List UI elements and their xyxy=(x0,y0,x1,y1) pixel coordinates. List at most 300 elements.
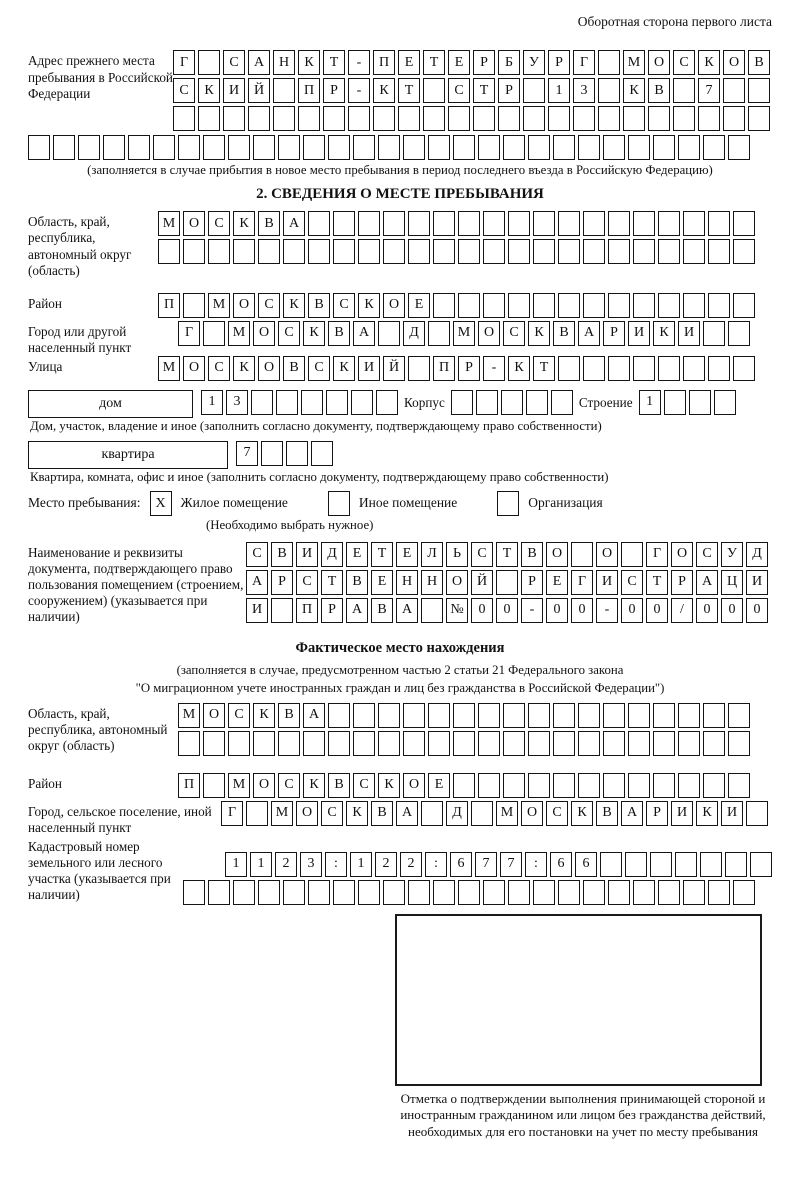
char-box[interactable]: В xyxy=(328,773,350,798)
char-box[interactable]: Т xyxy=(321,570,343,595)
char-box[interactable]: Т xyxy=(533,356,555,381)
char-box[interactable] xyxy=(664,390,686,415)
char-box[interactable]: К xyxy=(653,321,675,346)
char-box[interactable]: Р xyxy=(458,356,480,381)
char-box[interactable]: 2 xyxy=(400,852,422,877)
char-box[interactable] xyxy=(508,880,530,905)
char-box[interactable] xyxy=(323,106,345,131)
char-box[interactable]: С xyxy=(208,211,230,236)
char-box[interactable]: С xyxy=(173,78,195,103)
char-box[interactable]: С xyxy=(471,542,493,567)
char-box[interactable]: 7 xyxy=(475,852,497,877)
char-box[interactable] xyxy=(246,801,268,826)
char-box[interactable] xyxy=(478,773,500,798)
char-box[interactable]: - xyxy=(521,598,543,623)
char-box[interactable] xyxy=(351,390,373,415)
char-box[interactable]: : xyxy=(325,852,347,877)
char-box[interactable]: Е xyxy=(408,293,430,318)
char-box[interactable] xyxy=(183,293,205,318)
char-box[interactable] xyxy=(483,211,505,236)
char-box[interactable]: С xyxy=(353,773,375,798)
char-box[interactable]: С xyxy=(503,321,525,346)
char-box[interactable]: 0 xyxy=(546,598,568,623)
char-box[interactable] xyxy=(501,390,523,415)
char-box[interactable]: 0 xyxy=(746,598,768,623)
char-box[interactable]: 7 xyxy=(500,852,522,877)
char-box[interactable]: А xyxy=(346,598,368,623)
char-box[interactable] xyxy=(528,703,550,728)
char-box[interactable]: И xyxy=(358,356,380,381)
checkbox-organizatsiya[interactable] xyxy=(497,491,519,516)
char-box[interactable]: К xyxy=(378,773,400,798)
char-box[interactable]: И xyxy=(628,321,650,346)
char-box[interactable] xyxy=(658,880,680,905)
char-box[interactable] xyxy=(421,801,443,826)
char-box[interactable]: 0 xyxy=(571,598,593,623)
char-box[interactable] xyxy=(653,773,675,798)
char-box[interactable] xyxy=(683,880,705,905)
char-box[interactable]: : xyxy=(425,852,447,877)
char-box[interactable] xyxy=(328,135,350,160)
char-box[interactable] xyxy=(428,321,450,346)
char-box[interactable] xyxy=(378,703,400,728)
char-box[interactable] xyxy=(558,880,580,905)
char-box[interactable] xyxy=(628,703,650,728)
char-box[interactable] xyxy=(253,135,275,160)
char-box[interactable]: № xyxy=(446,598,468,623)
char-box[interactable] xyxy=(423,106,445,131)
char-box[interactable] xyxy=(453,731,475,756)
char-box[interactable] xyxy=(458,211,480,236)
char-box[interactable] xyxy=(703,703,725,728)
char-box[interactable]: 3 xyxy=(226,390,248,415)
char-box[interactable]: Д xyxy=(746,542,768,567)
char-box[interactable] xyxy=(276,390,298,415)
char-box[interactable]: К xyxy=(233,211,255,236)
char-box[interactable] xyxy=(650,852,672,877)
char-box[interactable] xyxy=(408,356,430,381)
char-box[interactable] xyxy=(453,135,475,160)
char-box[interactable]: И xyxy=(678,321,700,346)
char-box[interactable]: О xyxy=(446,570,468,595)
char-box[interactable] xyxy=(750,852,772,877)
char-box[interactable] xyxy=(428,703,450,728)
char-box[interactable] xyxy=(333,239,355,264)
checkbox-inoe[interactable] xyxy=(328,491,350,516)
char-box[interactable]: О xyxy=(203,703,225,728)
char-box[interactable]: М xyxy=(228,773,250,798)
char-box[interactable] xyxy=(600,852,622,877)
char-box[interactable]: Д xyxy=(321,542,343,567)
char-box[interactable] xyxy=(683,239,705,264)
char-box[interactable] xyxy=(571,542,593,567)
char-box[interactable]: С xyxy=(258,293,280,318)
char-box[interactable] xyxy=(203,731,225,756)
char-box[interactable] xyxy=(451,390,473,415)
char-box[interactable] xyxy=(328,703,350,728)
char-box[interactable]: О xyxy=(258,356,280,381)
char-box[interactable] xyxy=(503,773,525,798)
char-box[interactable]: В xyxy=(258,211,280,236)
char-box[interactable]: И xyxy=(296,542,318,567)
char-box[interactable]: Е xyxy=(346,542,368,567)
char-box[interactable]: К xyxy=(508,356,530,381)
char-box[interactable] xyxy=(533,211,555,236)
char-box[interactable]: В xyxy=(371,598,393,623)
char-box[interactable]: В xyxy=(553,321,575,346)
char-box[interactable] xyxy=(453,773,475,798)
char-box[interactable]: С xyxy=(208,356,230,381)
char-box[interactable] xyxy=(553,731,575,756)
char-box[interactable] xyxy=(703,773,725,798)
char-box[interactable]: О xyxy=(296,801,318,826)
char-box[interactable]: К xyxy=(303,321,325,346)
char-box[interactable] xyxy=(251,390,273,415)
char-box[interactable]: 3 xyxy=(573,78,595,103)
char-box[interactable]: Й xyxy=(248,78,270,103)
char-box[interactable] xyxy=(683,211,705,236)
char-box[interactable]: В xyxy=(748,50,770,75)
char-box[interactable]: 6 xyxy=(450,852,472,877)
char-box[interactable] xyxy=(53,135,75,160)
char-box[interactable]: И xyxy=(721,801,743,826)
char-box[interactable] xyxy=(271,598,293,623)
char-box[interactable]: Л xyxy=(421,542,443,567)
char-box[interactable]: О xyxy=(403,773,425,798)
char-box[interactable] xyxy=(358,880,380,905)
char-box[interactable]: С xyxy=(696,542,718,567)
char-box[interactable] xyxy=(603,703,625,728)
char-box[interactable] xyxy=(403,135,425,160)
char-box[interactable] xyxy=(503,731,525,756)
char-box[interactable] xyxy=(683,356,705,381)
char-box[interactable]: С xyxy=(296,570,318,595)
char-box[interactable] xyxy=(403,731,425,756)
char-box[interactable]: К xyxy=(698,50,720,75)
char-box[interactable] xyxy=(286,441,308,466)
char-box[interactable]: Г xyxy=(173,50,195,75)
char-box[interactable] xyxy=(553,703,575,728)
char-box[interactable] xyxy=(248,106,270,131)
char-box[interactable] xyxy=(558,293,580,318)
char-box[interactable] xyxy=(583,239,605,264)
char-box[interactable]: / xyxy=(671,598,693,623)
char-box[interactable] xyxy=(653,703,675,728)
char-box[interactable] xyxy=(103,135,125,160)
char-box[interactable] xyxy=(658,293,680,318)
char-box[interactable]: : xyxy=(525,852,547,877)
char-box[interactable] xyxy=(558,239,580,264)
char-box[interactable] xyxy=(653,731,675,756)
char-box[interactable] xyxy=(228,135,250,160)
char-box[interactable]: М xyxy=(158,211,180,236)
char-box[interactable]: С xyxy=(278,773,300,798)
char-box[interactable] xyxy=(633,239,655,264)
char-box[interactable] xyxy=(408,211,430,236)
char-box[interactable]: А xyxy=(396,598,418,623)
char-box[interactable]: М xyxy=(496,801,518,826)
char-box[interactable]: К xyxy=(233,356,255,381)
char-box[interactable] xyxy=(708,239,730,264)
char-box[interactable] xyxy=(273,106,295,131)
char-box[interactable]: Г xyxy=(221,801,243,826)
char-box[interactable]: С xyxy=(621,570,643,595)
char-box[interactable] xyxy=(433,239,455,264)
char-box[interactable]: С xyxy=(448,78,470,103)
char-box[interactable] xyxy=(633,293,655,318)
char-box[interactable] xyxy=(728,773,750,798)
char-box[interactable]: Р xyxy=(548,50,570,75)
char-box[interactable]: В xyxy=(278,703,300,728)
char-box[interactable] xyxy=(608,211,630,236)
char-box[interactable]: О xyxy=(546,542,568,567)
char-box[interactable]: Д xyxy=(446,801,468,826)
char-box[interactable]: О xyxy=(596,542,618,567)
char-box[interactable] xyxy=(733,356,755,381)
char-box[interactable]: О xyxy=(253,321,275,346)
char-box[interactable] xyxy=(28,135,50,160)
char-box[interactable]: Р xyxy=(521,570,543,595)
char-box[interactable]: Е xyxy=(448,50,470,75)
char-box[interactable]: К xyxy=(528,321,550,346)
char-box[interactable]: И xyxy=(746,570,768,595)
char-box[interactable] xyxy=(625,852,647,877)
char-box[interactable] xyxy=(523,106,545,131)
char-box[interactable]: О xyxy=(478,321,500,346)
char-box[interactable] xyxy=(478,731,500,756)
char-box[interactable] xyxy=(633,211,655,236)
char-box[interactable] xyxy=(703,135,725,160)
char-box[interactable] xyxy=(578,773,600,798)
char-box[interactable] xyxy=(453,703,475,728)
char-box[interactable] xyxy=(698,106,720,131)
char-box[interactable] xyxy=(261,441,283,466)
char-box[interactable] xyxy=(333,211,355,236)
char-box[interactable]: 1 xyxy=(639,390,661,415)
char-box[interactable] xyxy=(526,390,548,415)
char-box[interactable] xyxy=(658,211,680,236)
char-box[interactable] xyxy=(458,239,480,264)
char-box[interactable] xyxy=(621,542,643,567)
char-box[interactable]: П xyxy=(178,773,200,798)
char-box[interactable] xyxy=(423,78,445,103)
char-box[interactable]: К xyxy=(198,78,220,103)
char-box[interactable] xyxy=(483,239,505,264)
char-box[interactable] xyxy=(714,390,736,415)
char-box[interactable] xyxy=(553,135,575,160)
stamp-area[interactable] xyxy=(395,914,762,1086)
char-box[interactable]: Н xyxy=(421,570,443,595)
char-box[interactable] xyxy=(748,106,770,131)
char-box[interactable] xyxy=(398,106,420,131)
char-box[interactable] xyxy=(648,106,670,131)
char-box[interactable] xyxy=(658,356,680,381)
char-box[interactable]: О xyxy=(723,50,745,75)
char-box[interactable]: Е xyxy=(396,542,418,567)
char-box[interactable]: П xyxy=(433,356,455,381)
char-box[interactable] xyxy=(528,773,550,798)
char-box[interactable] xyxy=(283,239,305,264)
char-box[interactable] xyxy=(458,293,480,318)
char-box[interactable]: К xyxy=(696,801,718,826)
char-box[interactable]: О xyxy=(233,293,255,318)
char-box[interactable]: К xyxy=(346,801,368,826)
char-box[interactable] xyxy=(498,106,520,131)
char-box[interactable]: М xyxy=(208,293,230,318)
char-box[interactable] xyxy=(428,135,450,160)
char-box[interactable]: Б xyxy=(498,50,520,75)
char-box[interactable]: 1 xyxy=(350,852,372,877)
char-box[interactable]: Г xyxy=(571,570,593,595)
char-box[interactable] xyxy=(700,852,722,877)
char-box[interactable]: Г xyxy=(573,50,595,75)
char-box[interactable] xyxy=(728,135,750,160)
char-box[interactable] xyxy=(258,239,280,264)
char-box[interactable]: А xyxy=(248,50,270,75)
char-box[interactable] xyxy=(333,880,355,905)
char-box[interactable]: У xyxy=(523,50,545,75)
char-box[interactable]: П xyxy=(296,598,318,623)
char-box[interactable]: Г xyxy=(646,542,668,567)
char-box[interactable] xyxy=(311,441,333,466)
char-box[interactable]: Й xyxy=(383,356,405,381)
char-box[interactable]: В xyxy=(346,570,368,595)
char-box[interactable] xyxy=(608,293,630,318)
char-box[interactable] xyxy=(553,773,575,798)
char-box[interactable] xyxy=(723,106,745,131)
char-box[interactable] xyxy=(533,239,555,264)
char-box[interactable] xyxy=(733,293,755,318)
char-box[interactable]: 0 xyxy=(646,598,668,623)
char-box[interactable]: К xyxy=(303,773,325,798)
char-box[interactable]: Т xyxy=(646,570,668,595)
char-box[interactable]: Е xyxy=(428,773,450,798)
checkbox-zhiloe[interactable]: X xyxy=(150,491,172,516)
char-box[interactable]: Н xyxy=(273,50,295,75)
char-box[interactable]: В xyxy=(648,78,670,103)
char-box[interactable] xyxy=(551,390,573,415)
char-box[interactable] xyxy=(723,78,745,103)
char-box[interactable]: Р xyxy=(323,78,345,103)
char-box[interactable] xyxy=(233,239,255,264)
char-box[interactable]: С xyxy=(228,703,250,728)
char-box[interactable] xyxy=(378,321,400,346)
char-box[interactable]: Н xyxy=(396,570,418,595)
char-box[interactable]: 7 xyxy=(698,78,720,103)
char-box[interactable]: В xyxy=(308,293,330,318)
char-box[interactable]: Т xyxy=(473,78,495,103)
char-box[interactable]: 7 xyxy=(236,441,258,466)
char-box[interactable] xyxy=(328,731,350,756)
char-box[interactable] xyxy=(421,598,443,623)
char-box[interactable]: И xyxy=(596,570,618,595)
char-box[interactable] xyxy=(673,78,695,103)
char-box[interactable] xyxy=(203,321,225,346)
char-box[interactable]: В xyxy=(596,801,618,826)
char-box[interactable] xyxy=(403,703,425,728)
char-box[interactable] xyxy=(258,880,280,905)
char-box[interactable] xyxy=(678,703,700,728)
char-box[interactable] xyxy=(683,293,705,318)
char-box[interactable]: О xyxy=(521,801,543,826)
char-box[interactable]: Т xyxy=(371,542,393,567)
char-box[interactable]: С xyxy=(333,293,355,318)
char-box[interactable] xyxy=(508,211,530,236)
char-box[interactable] xyxy=(178,135,200,160)
char-box[interactable]: Г xyxy=(178,321,200,346)
char-box[interactable]: П xyxy=(158,293,180,318)
char-box[interactable]: К xyxy=(333,356,355,381)
char-box[interactable] xyxy=(733,211,755,236)
char-box[interactable]: О xyxy=(383,293,405,318)
char-box[interactable] xyxy=(733,880,755,905)
char-box[interactable]: Й xyxy=(471,570,493,595)
char-box[interactable]: Ц xyxy=(721,570,743,595)
char-box[interactable]: 0 xyxy=(621,598,643,623)
char-box[interactable] xyxy=(308,239,330,264)
char-box[interactable]: Е xyxy=(398,50,420,75)
char-box[interactable]: Т xyxy=(323,50,345,75)
char-box[interactable] xyxy=(198,50,220,75)
char-box[interactable] xyxy=(558,211,580,236)
char-box[interactable] xyxy=(378,731,400,756)
char-box[interactable]: А xyxy=(353,321,375,346)
char-box[interactable] xyxy=(523,78,545,103)
char-box[interactable] xyxy=(128,135,150,160)
char-box[interactable]: К xyxy=(283,293,305,318)
char-box[interactable] xyxy=(203,135,225,160)
char-box[interactable] xyxy=(383,211,405,236)
char-box[interactable]: К xyxy=(298,50,320,75)
char-box[interactable]: М xyxy=(228,321,250,346)
char-box[interactable]: О xyxy=(648,50,670,75)
char-box[interactable] xyxy=(608,880,630,905)
char-box[interactable]: И xyxy=(246,598,268,623)
char-box[interactable]: С xyxy=(246,542,268,567)
char-box[interactable] xyxy=(233,880,255,905)
char-box[interactable]: М xyxy=(623,50,645,75)
char-box[interactable]: С xyxy=(223,50,245,75)
char-box[interactable]: Р xyxy=(321,598,343,623)
char-box[interactable] xyxy=(746,801,768,826)
char-box[interactable]: Р xyxy=(646,801,668,826)
char-box[interactable] xyxy=(428,731,450,756)
char-box[interactable] xyxy=(308,211,330,236)
char-box[interactable] xyxy=(508,239,530,264)
char-box[interactable] xyxy=(353,731,375,756)
char-box[interactable]: Р xyxy=(671,570,693,595)
char-box[interactable] xyxy=(433,293,455,318)
char-box[interactable] xyxy=(378,135,400,160)
char-box[interactable] xyxy=(703,321,725,346)
char-box[interactable]: А xyxy=(578,321,600,346)
char-box[interactable] xyxy=(583,880,605,905)
char-box[interactable]: В xyxy=(371,801,393,826)
char-box[interactable] xyxy=(483,293,505,318)
char-box[interactable] xyxy=(503,703,525,728)
char-box[interactable]: К xyxy=(358,293,380,318)
char-box[interactable] xyxy=(471,801,493,826)
char-box[interactable] xyxy=(203,773,225,798)
char-box[interactable]: С xyxy=(321,801,343,826)
char-box[interactable]: О xyxy=(183,211,205,236)
char-box[interactable] xyxy=(223,106,245,131)
char-box[interactable]: А xyxy=(621,801,643,826)
char-box[interactable] xyxy=(78,135,100,160)
char-box[interactable] xyxy=(158,239,180,264)
char-box[interactable]: А xyxy=(396,801,418,826)
char-box[interactable]: М xyxy=(158,356,180,381)
